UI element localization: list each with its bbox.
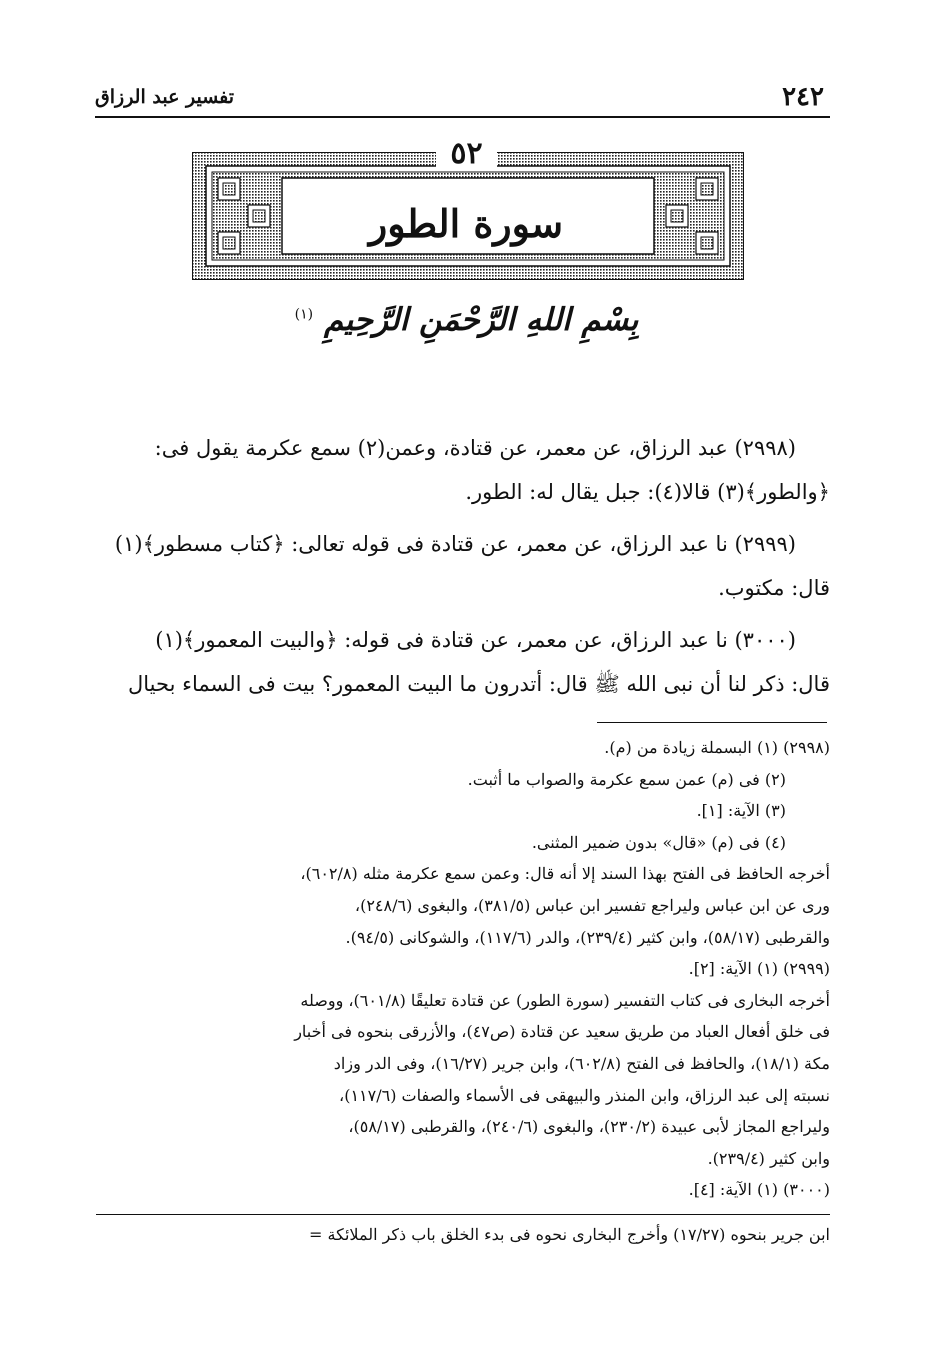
footnote-line: (٣) الآية: [١].: [696, 801, 786, 821]
entry-line: ﴿والطور﴾(٣) قالا(٤): جبل يقال له: الطور.: [465, 480, 830, 504]
footnote-line: والقرطبى (٥٨/١٧)، وابن كثير (٢٣٩/٤)، والدر (١١٧/٦)، والشوكانى (٩٤/٥).: [345, 927, 830, 947]
page-header: [95, 80, 830, 118]
footnote-line: (٢٩٩٩) (١) الآية: [٢].: [688, 959, 830, 979]
entry-line: (٢٩٩٨) عبد الرزاق، عن معمر، عن قتادة، وعمن(٢) سمع عكرمة يقول فى:: [154, 436, 796, 460]
page-number: ٢٤٢: [782, 82, 824, 112]
entry-line: (٢٩٩٩) نا عبد الرزاق، عن معمر، عن قتادة فى قوله تعالى: ﴿كتاب مسطور﴾(١): [114, 532, 796, 556]
footnote-divider: [597, 722, 827, 723]
footnote-line: نسبته إلى عبد الرزاق، وابن المنذر والبيهقى فى الأسماء والصفات (١١٧/٦)،: [339, 1085, 830, 1105]
basmala-footnote-ref: (١): [294, 306, 314, 323]
surah-number: ٥٢: [0, 136, 933, 171]
footnote-line: (٢٩٩٨) (١) البسملة زيادة من (م).: [604, 738, 830, 757]
footnote-line: (٣٠٠٠) (١) الآية: [٤].: [688, 1180, 830, 1200]
footnote-line: (٢) فى (م) عمن سمع عكرمة والصواب ما أثبت.: [467, 769, 786, 789]
basmala: [0, 302, 933, 338]
entry-3000: [96, 618, 830, 706]
entry-2999: [96, 522, 830, 610]
footnote-line: أخرجه البخارى فى كتاب التفسير (سورة الطور) عن قتادة تعليقًا (٦٠١/٨)، ووصله: [300, 990, 830, 1010]
footnote-line: أخرجه الحافظ فى الفتح بهذا السند إلا أنه قال: وعمن سمع عكرمة مثله (٦٠٢/٨)،: [300, 864, 830, 884]
book-title: تفسير عبد الرزاق: [95, 86, 235, 108]
footnotes: [96, 732, 830, 1251]
basmala-text: بِسْمِ اللهِ الرَّحْمَنِ الرَّحِيمِ: [323, 302, 639, 338]
entry-line: قال: ذكر لنا أن نبى الله ﷺ قال: أتدرون ما البيت المعمور؟ بيت فى السماء بحيال: [128, 672, 830, 696]
entry-line: قال: مكتوب.: [718, 576, 830, 600]
footnote-line: ابن جرير بنحوه (١٧/٢٧) وأخرج البخارى نحوه فى بدء الخلق باب ذكر الملائكة =: [96, 1214, 830, 1251]
surah-name: سورة الطور: [332, 195, 600, 253]
footnote-line: فى خلق أفعال العباد من طريق سعيد عن قتادة (ص٤٧)، والأزرقى بنحوه فى أخبار: [294, 1022, 830, 1042]
footnote-line: مكة (١٨/١)، والحافظ فى الفتح (٦٠٢/٨)، وابن جرير (١٦/٢٧)، وفى الدر وزاد: [333, 1053, 830, 1073]
footnote-line: وابن كثير (٢٣٩/٤).: [707, 1148, 830, 1168]
footnote-line: وليراجع المجاز لأبى عبيدة (٢٣٠/٢)، والبغوى (٢٤٠/٦)، والقرطبى (٥٨/١٧)،: [348, 1117, 830, 1137]
entry-2998: [96, 426, 830, 514]
footnote-line: (٤) فى (م) «قال» بدون ضمير المثنى.: [531, 832, 786, 852]
footnote-line: ورى عن ابن عباس وليراجع تفسير ابن عباس (٣٨١/٥)، والبغوى (٢٤٨/٦)،: [354, 895, 830, 915]
main-text: [96, 426, 830, 714]
entry-line: (٣٠٠٠) نا عبد الرزاق، عن معمر، عن قتادة فى قوله: ﴿والبيت المعمور﴾(١): [155, 628, 796, 652]
